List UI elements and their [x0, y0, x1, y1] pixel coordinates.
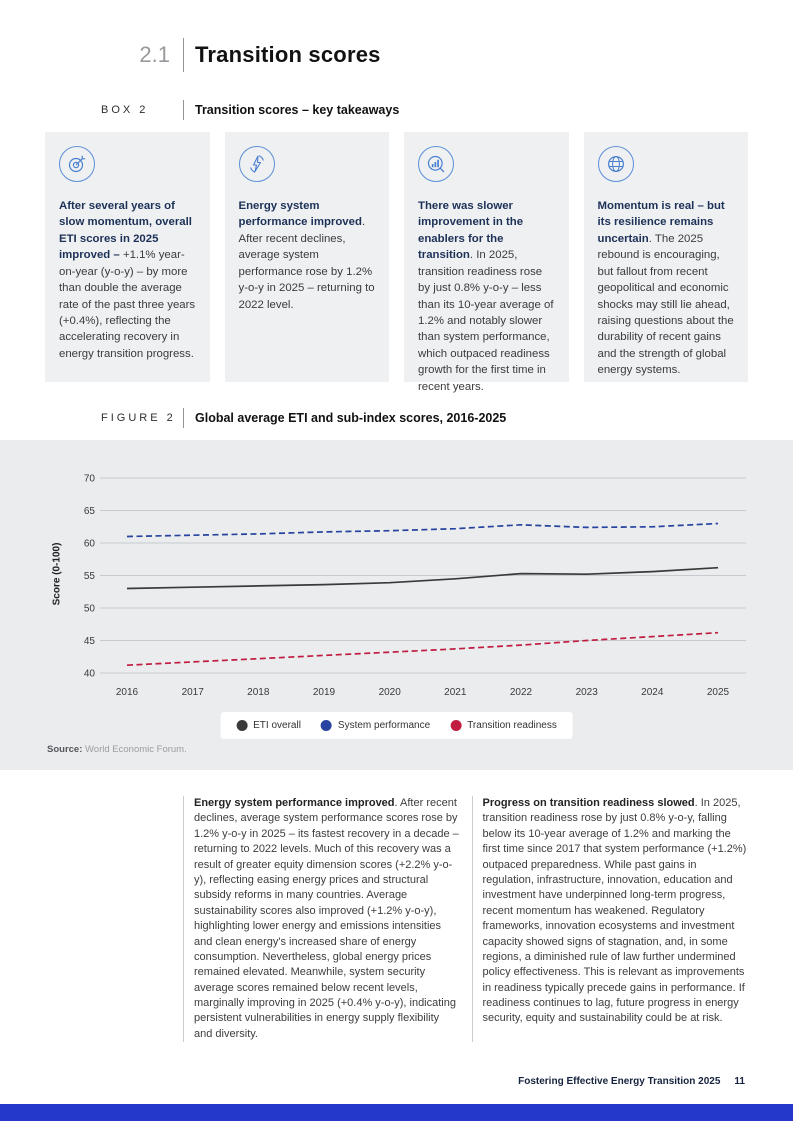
x-tick-label: 2018: [247, 687, 270, 698]
card-body: +1.1% year-on-year (y-o-y) – by more than double the average rate of the past three years (+0.4%), reflecting the accelerating recovery in energy transition progress.: [59, 249, 196, 360]
card-text: [239, 198, 376, 313]
box-2-header: [0, 100, 793, 120]
legend-item: [321, 720, 430, 731]
chart-legend: [220, 712, 573, 739]
page-title: Transition scores: [195, 42, 381, 67]
body-paragraph: [194, 796, 460, 1042]
y-tick-label: 60: [83, 538, 95, 550]
box-divider: [183, 100, 184, 120]
takeaway-card-4: [584, 132, 749, 382]
x-tick-label: 2016: [115, 687, 139, 698]
footer-accent-bar: [0, 1104, 793, 1121]
legend-item: [450, 720, 557, 731]
series-line: [127, 568, 718, 589]
y-tick-label: 50: [83, 603, 95, 615]
card-text: [598, 198, 735, 379]
figure-2-chart: [0, 440, 793, 770]
y-tick-label: 40: [83, 668, 95, 680]
x-tick-label: 2020: [378, 687, 401, 698]
legend-dot: [450, 720, 461, 731]
figure-label-col: [0, 412, 183, 424]
legend-item: [236, 720, 301, 731]
card-body: . In 2025, transition readiness rose by just 0.8% y-o-y – less than its 10-year average of 1.2% and notably slower than system performance, which outpaced readiness growth for the first time in recent years.: [418, 249, 554, 393]
card-heading: After several years of slow momentum, overall ETI scores in 2025 improved –: [59, 200, 192, 262]
section-header: [0, 38, 793, 72]
section-number-col: [0, 42, 183, 68]
card-heading: Momentum is real – but its resilience remains uncertain: [597, 200, 725, 245]
legend-label: Transition readiness: [467, 720, 557, 731]
figure-title: Global average ETI and sub-index scores, 2016-2025: [195, 411, 507, 425]
card-heading: There was slower improvement in the enablers for the transition: [418, 200, 524, 262]
figure-label: FIGURE 2: [101, 412, 176, 424]
x-tick-label: 2025: [706, 687, 730, 698]
paragraph-text: . After recent declines, average system performance scores rose by 1.2% y-o-y in 2025 – its fastest recovery in a decade – returning to 2022 levels. Much of this recovery was a result of greater equity dimension scores (+2.2% y-o-y), reflecting easing energy prices and structural subsidy reforms in many countries. Average sustainability scores also improved (+1.2% y-o-y), highlighting lower energy and emissions intensities and clean energy's increased share of energy consumption. Nevertheless, global energy prices remained elevated. Meanwhile, system security average scores remained below recent levels, marginally improving in 2025 (+0.4% y-o-y), indicating persistent vulnerabilities in energy supply flexibility and diversity.: [194, 797, 459, 1040]
paragraph-text: . In 2025, transition readiness rose by just 0.8% y-o-y, falling below its 10-year average of 1.2% and marking the first time since 2017 that system performance (+1.2%) outpaced preparedness. While past gains in regulation, infrastructure, innovation, education and investment have underpinned long-term progress, recent momentum has weakened. Regulatory frameworks, innovation ecosystems and investment capacity showed signs of stagnation, and, in some regions, a diminished rule of law further undermined policy effectiveness. This is relevant as improvements in readiness typically precede gains in performance. If readiness continues to lag, future progress in energy security, equity and sustainability could be at risk.: [482, 797, 747, 1025]
x-tick-label: 2021: [444, 687, 467, 698]
series-line: [127, 524, 718, 537]
card-body: . The 2025 rebound is encouraging, but fallout from recent geopolitical and economic shocks may still lie ahead, raising questions about the durability of recent gains and the strength of global energy systems.: [597, 232, 734, 377]
footer-report-title: Fostering Effective Energy Transition 2025: [518, 1076, 721, 1087]
y-axis-label: Score (0-100): [51, 542, 63, 606]
y-tick-label: 70: [83, 473, 95, 485]
page-number: 11: [734, 1076, 745, 1087]
box-title: Transition scores – key takeaways: [195, 103, 400, 117]
bar-chart-icon: [418, 146, 454, 182]
y-tick-label: 45: [83, 636, 95, 647]
body-paragraph: [483, 796, 749, 1027]
paragraph-lead: Progress on transition readiness slowed: [482, 797, 695, 809]
figure-divider: [183, 408, 184, 428]
key-takeaways-cards: [45, 132, 748, 393]
x-tick-label: 2024: [641, 687, 664, 698]
body-text: [183, 796, 748, 1042]
body-col-right: [472, 796, 749, 1042]
box-label-col: [0, 104, 183, 116]
page-footer: [518, 1076, 745, 1087]
x-tick-label: 2017: [181, 687, 204, 698]
source-label: Source:: [47, 744, 83, 755]
y-tick-label: 65: [83, 506, 95, 517]
source-line: [47, 744, 187, 755]
source-text: World Economic Forum.: [85, 744, 187, 755]
header-divider: [183, 38, 184, 72]
x-tick-label: 2022: [509, 687, 533, 698]
card-text: [59, 198, 196, 362]
legend-label: ETI overall: [253, 720, 301, 731]
lightning-icon: [239, 146, 275, 182]
takeaway-card-1: [45, 132, 210, 382]
legend-dot: [236, 720, 247, 731]
y-tick-label: 55: [83, 571, 95, 582]
box-label: BOX 2: [101, 104, 149, 116]
takeaway-card-2: [225, 132, 390, 382]
paragraph-lead: Energy system performance improved: [194, 797, 395, 809]
figure-2-header: [0, 408, 793, 428]
series-line: [127, 633, 718, 666]
target-icon: [59, 146, 95, 182]
card-text: [418, 198, 555, 395]
globe-icon: [598, 146, 634, 182]
line-chart: [0, 452, 793, 707]
body-col-left: [183, 796, 460, 1042]
x-tick-label: 2023: [575, 687, 598, 698]
card-body: . After recent declines, average system performance rose by 1.2% y-o-y in 2025 – returning to 2022 level.: [238, 216, 375, 311]
legend-label: System performance: [337, 720, 431, 731]
card-heading: Energy system performance improved: [238, 200, 362, 229]
x-tick-label: 2019: [312, 687, 336, 698]
section-number: 2.1: [139, 42, 170, 67]
legend-dot: [321, 720, 332, 731]
takeaway-card-3: [404, 132, 569, 393]
